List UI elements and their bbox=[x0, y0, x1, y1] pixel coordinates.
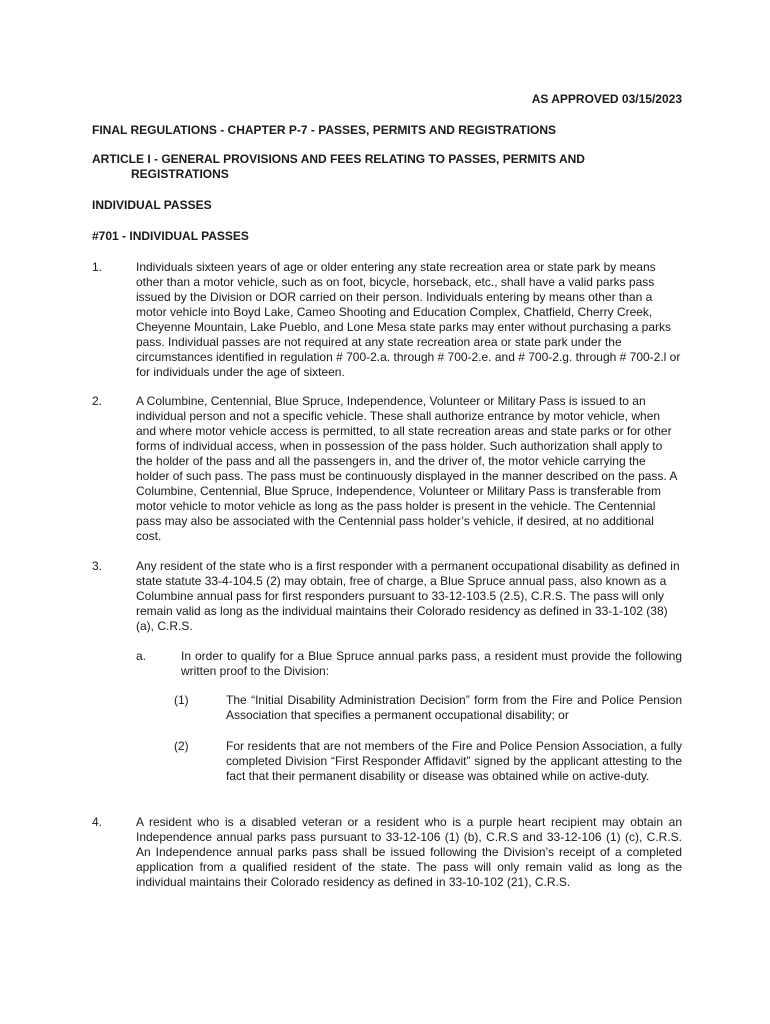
list-item-text: Individuals sixteen years of age or older entering any state recreation area or state park by means other than a motor vehicle, such as on foot, bicycle, horseback, etc., shall have a valid parks pass issued by the Division or DOR carried on their person. Individuals entering by means other than a motor vehicle into Boyd Lake, Cameo Shooting and Education Complex, Chatfield, Cherry Creek, Cheyenne Mountain, Lake Pueblo, and Lone Mesa state parks may enter without purchasing a parks pass. Individual passes are not required at any state recreation area or state park under the circumstances identified in regulation # 700-2.a. through # 700-2.e. and # 700-2.g. through # 700-2.l or for individuals under the age of sixteen. bbox=[136, 260, 681, 379]
article-title-line2: REGISTRATIONS bbox=[131, 167, 229, 181]
list-item bbox=[92, 260, 682, 380]
list-item-number: 1. bbox=[92, 260, 103, 274]
nested-list-item-number: (2) bbox=[174, 739, 189, 753]
list-item-number: 2. bbox=[92, 394, 103, 408]
list-item bbox=[92, 815, 682, 890]
list-item bbox=[92, 559, 682, 634]
nested-list-item-text: The “Initial Disability Administration Decision” form from the Fire and Police Pension Association that specifies a permanent occupational disability; or bbox=[226, 693, 682, 722]
article-title bbox=[92, 152, 652, 182]
list-item-number: 4. bbox=[92, 815, 103, 829]
approval-date: AS APPROVED 03/15/2023 bbox=[531, 92, 682, 106]
sub-list-item bbox=[136, 649, 682, 679]
sub-list-item-letter: a. bbox=[136, 649, 147, 663]
sub-list-item-text: In order to qualify for a Blue Spruce annual parks pass, a resident must provide the following written proof to the Division: bbox=[181, 649, 682, 678]
section-heading: INDIVIDUAL PASSES bbox=[92, 198, 212, 212]
list-item-text: Any resident of the state who is a first responder with a permanent occupational disability as defined in state statute 33-4-104.5 (2) may obtain, free of charge, a Blue Spruce annual pass, also known as a Columbine annual pass for first responders pursuant to 33-12-103.5 (2.5), C.R.S. The pass will only remain valid as long as the individual maintains their Colorado residency as defined in 33-1-102 (38) (a), C.R.S. bbox=[136, 559, 680, 633]
nested-list-item-number: (1) bbox=[174, 693, 189, 707]
list-item-number: 3. bbox=[92, 559, 103, 573]
nested-list-item bbox=[174, 693, 682, 723]
regulation-heading: #701 - INDIVIDUAL PASSES bbox=[92, 229, 249, 243]
nested-list-item-text: For residents that are not members of the Fire and Police Pension Association, a fully completed Division “First Responder Affidavit” signed by the applicant attesting to the fact that their permanent disability or disease was obtained while on active-duty. bbox=[226, 739, 682, 783]
list-item-text: A resident who is a disabled veteran or a resident who is a purple heart recipient may obtain an Independence annual parks pass pursuant to 33-12-106 (1) (b), C.R.S and 33-12-106 (1) (c), C.R.S. An Independence annual parks pass shall be issued following the Division’s receipt of a completed application from a qualified resident of the state. The pass will only remain valid as long as the individual maintains their Colorado residency as defined in 33-10-102 (21), C.R.S. bbox=[136, 815, 682, 889]
nested-list-item bbox=[174, 739, 682, 784]
chapter-title: FINAL REGULATIONS - CHAPTER P-7 - PASSES, PERMITS AND REGISTRATIONS bbox=[92, 123, 557, 137]
list-item-text: A Columbine, Centennial, Blue Spruce, Independence, Volunteer or Military Pass is issued to an individual person and not a specific vehicle. These shall authorize entrance by motor vehicle, when and where motor vehicle access is permitted, to all state recreation areas and state parks or for other forms of individual access, when in possession of the pass holder. Such authorization shall apply to the holder of the pass and all the passengers in, and the driver of, the motor vehicle carrying the holder of such pass. The pass must be continuously displayed in the manner described on the pass. A Columbine, Centennial, Blue Spruce, Independence, Volunteer or Military Pass is transferable from motor vehicle to motor vehicle as long as the pass holder is present in the vehicle. The Centennial pass may also be associated with the Centennial pass holder’s vehicle, if desired, at no additional cost. bbox=[136, 394, 677, 543]
list-item bbox=[92, 394, 682, 544]
article-title-line1: ARTICLE I - GENERAL PROVISIONS AND FEES RELATING TO PASSES, PERMITS AND bbox=[92, 152, 585, 166]
